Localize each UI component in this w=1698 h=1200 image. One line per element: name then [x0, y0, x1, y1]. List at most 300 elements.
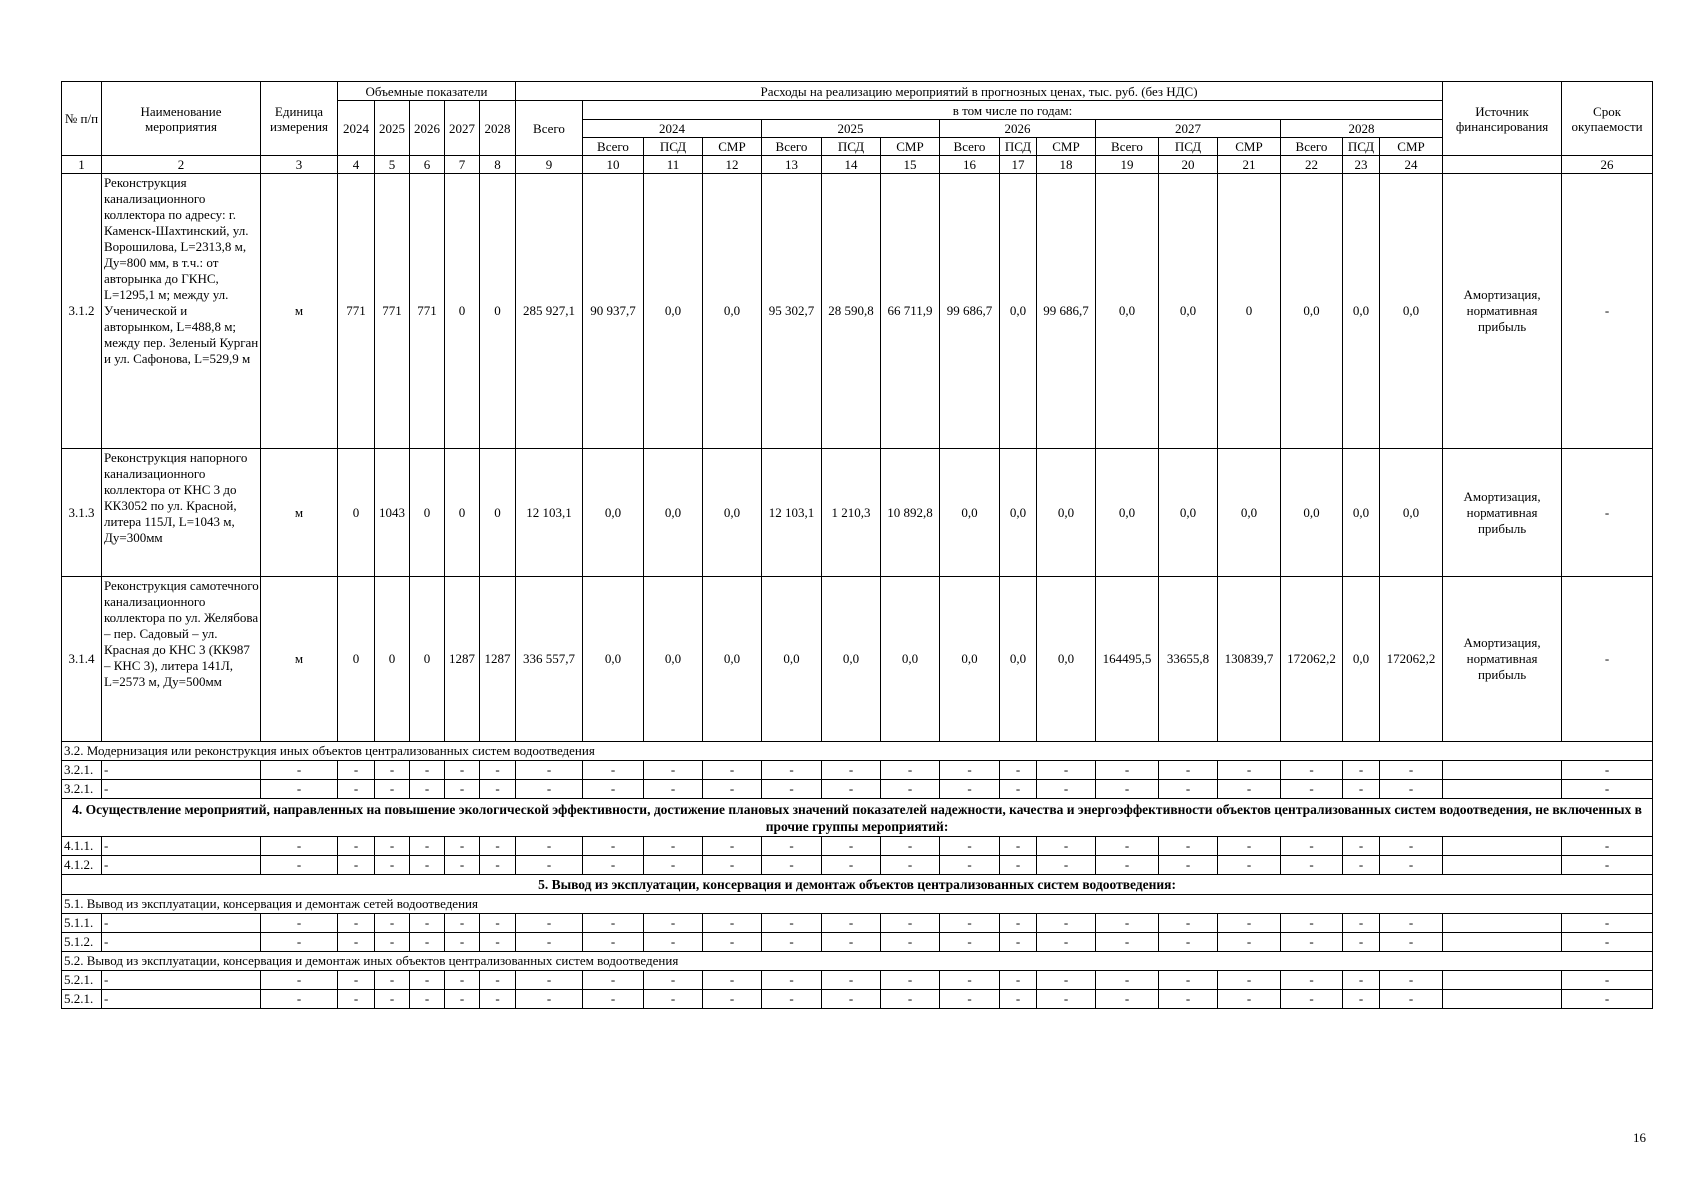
row-volume: 0 — [410, 577, 445, 742]
page-number: 16 — [1633, 1130, 1646, 1145]
dash-row — [62, 761, 1653, 780]
dash-cell: - — [703, 837, 762, 856]
dash-cell: - — [583, 933, 644, 952]
table-body — [62, 82, 1653, 1009]
row-cost: 0,0 — [1380, 449, 1443, 577]
row-cost: 95 302,7 — [762, 174, 822, 449]
row-source: Амортизация, нормативная прибыль — [1443, 577, 1562, 742]
row-cost: 0,0 — [1159, 449, 1218, 577]
row-name: Реконструкция напорного канализационного коллектора от КНС 3 до КК3052 по ул. Красной, литера 115Л, L=1043 м, Ду=300мм — [102, 449, 261, 577]
section-title: 5.1. Вывод из эксплуатации, консервация и демонтаж сетей водоотведения — [62, 895, 1653, 914]
header-sub-col: Всего — [1096, 138, 1159, 156]
row-cost: 0,0 — [1281, 449, 1343, 577]
section-row — [62, 895, 1653, 914]
dash-cell: - — [1218, 990, 1281, 1009]
row-cost: 28 590,8 — [822, 174, 881, 449]
column-number: 14 — [822, 156, 881, 174]
dash-cell: - — [480, 837, 516, 856]
row-number: 3.2.1. — [62, 761, 102, 780]
row-cost: 0,0 — [822, 577, 881, 742]
dash-cell: - — [644, 761, 703, 780]
row-cost: 0,0 — [1281, 174, 1343, 449]
header-volume: Объемные показатели — [338, 82, 516, 101]
dash-cell: - — [703, 914, 762, 933]
dash-cell: - — [644, 856, 703, 875]
dash-cell: - — [822, 837, 881, 856]
row-number: 4.1.1. — [62, 837, 102, 856]
header-sub-col: Всего — [1281, 138, 1343, 156]
dash-cell: - — [1000, 914, 1037, 933]
row-payback: - — [1562, 174, 1653, 449]
dash-cell: - — [480, 856, 516, 875]
dash-cell: - — [516, 933, 583, 952]
dash-cell: - — [410, 837, 445, 856]
dash-cell: - — [261, 914, 338, 933]
dash-cell: - — [480, 990, 516, 1009]
header-source: Источник финансирования — [1443, 82, 1562, 156]
dash-cell: - — [881, 914, 940, 933]
column-number: 10 — [583, 156, 644, 174]
row-name: - — [102, 856, 261, 875]
dash-cell: - — [703, 971, 762, 990]
dash-cell: - — [338, 933, 375, 952]
header-sub-col: СМР — [1037, 138, 1096, 156]
row-cost: 99 686,7 — [940, 174, 1000, 449]
dash-cell: - — [375, 990, 410, 1009]
row-name: - — [102, 837, 261, 856]
section-row — [62, 875, 1653, 895]
column-numbers-row — [62, 156, 1653, 174]
column-number: 23 — [1343, 156, 1380, 174]
dash-cell: - — [1037, 780, 1096, 799]
dash-cell: - — [822, 933, 881, 952]
dash-cell: - — [1343, 990, 1380, 1009]
dash-cell: - — [516, 914, 583, 933]
dash-cell: - — [480, 933, 516, 952]
dash-cell: - — [445, 933, 480, 952]
dash-cell: - — [410, 933, 445, 952]
dash-cell: - — [261, 856, 338, 875]
row-cost: 33655,8 — [1159, 577, 1218, 742]
dash-row — [62, 837, 1653, 856]
dash-cell: - — [940, 856, 1000, 875]
row-cost: 0,0 — [1159, 174, 1218, 449]
row-name: - — [102, 990, 261, 1009]
row-number: 5.2.1. — [62, 971, 102, 990]
dash-cell: - — [410, 914, 445, 933]
dash-cell: - — [375, 837, 410, 856]
dash-cell: - — [822, 971, 881, 990]
dash-cell: - — [1218, 837, 1281, 856]
header-sub-col: СМР — [1380, 138, 1443, 156]
header-sub-col: Всего — [583, 138, 644, 156]
dash-cell: - — [1096, 837, 1159, 856]
dash-cell: - — [762, 837, 822, 856]
dash-cell: - — [1037, 990, 1096, 1009]
row-volume: 0 — [338, 577, 375, 742]
column-number: 21 — [1218, 156, 1281, 174]
dash-row — [62, 990, 1653, 1009]
dash-cell: - — [1000, 837, 1037, 856]
dash-cell: - — [1281, 933, 1343, 952]
dash-cell: - — [410, 990, 445, 1009]
dash-cell: - — [261, 990, 338, 1009]
dash-cell: - — [375, 933, 410, 952]
empty-cell — [1443, 761, 1562, 780]
dash-cell: - — [881, 761, 940, 780]
dash-cell: - — [480, 914, 516, 933]
column-number: 6 — [410, 156, 445, 174]
dash-cell: - — [1037, 933, 1096, 952]
row-cost: 172062,2 — [1281, 577, 1343, 742]
row-cost: 66 711,9 — [881, 174, 940, 449]
row-volume: 1287 — [480, 577, 516, 742]
row-payback: - — [1562, 577, 1653, 742]
dash-cell: - — [338, 837, 375, 856]
dash-cell: - — [881, 971, 940, 990]
row-volume: 0 — [445, 449, 480, 577]
dash-cell: - — [583, 761, 644, 780]
dash-cell: - — [445, 856, 480, 875]
row-volume: 771 — [410, 174, 445, 449]
row-number: 3.1.3 — [62, 449, 102, 577]
row-cost: 0,0 — [583, 449, 644, 577]
empty-cell — [1443, 837, 1562, 856]
dash-cell: - — [1037, 971, 1096, 990]
dash-cell: - — [410, 856, 445, 875]
dash-cell: - — [644, 971, 703, 990]
row-cost: 0,0 — [1096, 174, 1159, 449]
row-cost: 0,0 — [703, 577, 762, 742]
row-name: - — [102, 933, 261, 952]
dash-cell: - — [1037, 856, 1096, 875]
column-number: 22 — [1281, 156, 1343, 174]
dash-cell: - — [261, 933, 338, 952]
dash-cell: - — [1159, 914, 1218, 933]
row-cost: 0,0 — [703, 174, 762, 449]
dash-cell: - — [375, 856, 410, 875]
dash-cell: - — [445, 914, 480, 933]
dash-cell: - — [375, 780, 410, 799]
dash-cell: - — [338, 990, 375, 1009]
dash-cell: - — [261, 971, 338, 990]
dash-cell: - — [644, 990, 703, 1009]
header-unit: Единица измерения — [261, 82, 338, 156]
dash-cell: - — [261, 837, 338, 856]
row-cost: 0,0 — [583, 577, 644, 742]
row-cost: 0,0 — [1343, 174, 1380, 449]
dash-cell: - — [445, 837, 480, 856]
data-row — [62, 449, 1653, 577]
dash-cell: - — [410, 971, 445, 990]
dash-cell: - — [644, 914, 703, 933]
dash-cell: - — [261, 780, 338, 799]
dash-cell: - — [1000, 971, 1037, 990]
column-number: 19 — [1096, 156, 1159, 174]
column-number: 17 — [1000, 156, 1037, 174]
dash-cell: - — [1380, 761, 1443, 780]
header-volume-year: 2025 — [375, 101, 410, 156]
row-cost: 0,0 — [644, 449, 703, 577]
dash-cell: - — [516, 990, 583, 1009]
dash-cell: - — [703, 990, 762, 1009]
dash-cell: - — [1380, 971, 1443, 990]
column-number: 4 — [338, 156, 375, 174]
dash-cell: - — [445, 990, 480, 1009]
column-number: 16 — [940, 156, 1000, 174]
dash-cell: - — [940, 933, 1000, 952]
dash-row — [62, 971, 1653, 990]
dash-cell: - — [940, 914, 1000, 933]
dash-cell: - — [1562, 837, 1653, 856]
dash-cell: - — [1096, 990, 1159, 1009]
dash-cell: - — [881, 780, 940, 799]
dash-cell: - — [1562, 914, 1653, 933]
dash-cell: - — [703, 933, 762, 952]
dash-cell: - — [1000, 761, 1037, 780]
dash-cell: - — [1037, 837, 1096, 856]
dash-cell: - — [1037, 914, 1096, 933]
header-sub-col: ПСД — [822, 138, 881, 156]
column-number: 7 — [445, 156, 480, 174]
row-cost: 0,0 — [1380, 174, 1443, 449]
dash-cell: - — [583, 990, 644, 1009]
column-number: 3 — [261, 156, 338, 174]
dash-cell: - — [1380, 990, 1443, 1009]
dash-cell: - — [644, 780, 703, 799]
dash-cell: - — [1159, 856, 1218, 875]
row-cost: 0,0 — [940, 577, 1000, 742]
dash-cell: - — [1218, 914, 1281, 933]
dash-cell: - — [762, 990, 822, 1009]
dash-cell: - — [1562, 933, 1653, 952]
header-sub-col: ПСД — [1343, 138, 1380, 156]
row-source: Амортизация, нормативная прибыль — [1443, 174, 1562, 449]
row-volume: 1287 — [445, 577, 480, 742]
row-cost: 130839,7 — [1218, 577, 1281, 742]
row-cost: 90 937,7 — [583, 174, 644, 449]
header-sub-col: ПСД — [1000, 138, 1037, 156]
column-number: 18 — [1037, 156, 1096, 174]
dash-cell: - — [1343, 837, 1380, 856]
row-cost: 0,0 — [1037, 449, 1096, 577]
dash-row — [62, 933, 1653, 952]
dash-cell: - — [1000, 856, 1037, 875]
dash-cell: - — [410, 761, 445, 780]
column-number: 24 — [1380, 156, 1443, 174]
dash-cell: - — [1159, 780, 1218, 799]
dash-cell: - — [445, 780, 480, 799]
header-sub-col: СМР — [881, 138, 940, 156]
row-unit: м — [261, 174, 338, 449]
dash-cell: - — [940, 971, 1000, 990]
dash-cell: - — [516, 780, 583, 799]
section-title: 5.2. Вывод из эксплуатации, консервация и демонтаж иных объектов централизованных систем водоотведения — [62, 952, 1653, 971]
header-payback: Срок окупаемости — [1562, 82, 1653, 156]
dash-cell: - — [762, 761, 822, 780]
dash-cell: - — [1218, 971, 1281, 990]
row-name: - — [102, 914, 261, 933]
dash-cell: - — [1562, 856, 1653, 875]
empty-cell — [1443, 933, 1562, 952]
header-total: Всего — [516, 101, 583, 156]
row-number: 4.1.2. — [62, 856, 102, 875]
column-number: 13 — [762, 156, 822, 174]
dash-cell: - — [375, 914, 410, 933]
dash-cell: - — [940, 837, 1000, 856]
dash-cell: - — [1380, 780, 1443, 799]
row-cost: 1 210,3 — [822, 449, 881, 577]
dash-cell: - — [480, 761, 516, 780]
dash-cell: - — [1343, 761, 1380, 780]
row-unit: м — [261, 449, 338, 577]
row-cost: 0,0 — [1343, 449, 1380, 577]
header-sub-col: СМР — [1218, 138, 1281, 156]
row-name: - — [102, 971, 261, 990]
dash-cell: - — [338, 971, 375, 990]
row-cost: 0,0 — [1218, 449, 1281, 577]
row-number: 3.2.1. — [62, 780, 102, 799]
dash-cell: - — [1281, 856, 1343, 875]
row-cost: 0,0 — [1343, 577, 1380, 742]
dash-cell: - — [1159, 761, 1218, 780]
section-title: 4. Осуществление мероприятий, направленных на повышение экологической эффективности, достижение плановых значений показателей надежности, качества и энергоэффективности объектов централизованных систем водоотведения, не включенных в прочие группы мероприятий: — [62, 799, 1653, 837]
dash-cell: - — [1000, 780, 1037, 799]
dash-cell: - — [583, 837, 644, 856]
dash-cell: - — [881, 933, 940, 952]
dash-cell: - — [1096, 761, 1159, 780]
dash-cell: - — [762, 933, 822, 952]
dash-cell: - — [1281, 971, 1343, 990]
row-volume: 1043 — [375, 449, 410, 577]
dash-cell: - — [881, 837, 940, 856]
section-row — [62, 952, 1653, 971]
row-cost: 164495,5 — [1096, 577, 1159, 742]
dash-cell: - — [1096, 914, 1159, 933]
row-total: 285 927,1 — [516, 174, 583, 449]
row-cost: 0,0 — [940, 449, 1000, 577]
row-cost: 0,0 — [1000, 449, 1037, 577]
row-cost: 12 103,1 — [762, 449, 822, 577]
row-cost: 99 686,7 — [1037, 174, 1096, 449]
dash-cell: - — [940, 990, 1000, 1009]
header-num: № п/п — [62, 82, 102, 156]
dash-cell: - — [822, 780, 881, 799]
dash-cell: - — [822, 761, 881, 780]
dash-cell: - — [1281, 780, 1343, 799]
column-number: 20 — [1159, 156, 1218, 174]
empty-cell — [1443, 971, 1562, 990]
dash-cell: - — [410, 780, 445, 799]
column-number: 8 — [480, 156, 516, 174]
dash-cell: - — [1343, 933, 1380, 952]
row-total: 336 557,7 — [516, 577, 583, 742]
dash-row — [62, 856, 1653, 875]
header-expenses: Расходы на реализацию мероприятий в прогнозных ценах, тыс. руб. (без НДС) — [516, 82, 1443, 101]
column-number — [1443, 156, 1562, 174]
dash-cell: - — [1343, 971, 1380, 990]
column-number: 26 — [1562, 156, 1653, 174]
row-number: 5.2.1. — [62, 990, 102, 1009]
header-sub-col: ПСД — [1159, 138, 1218, 156]
row-payback: - — [1562, 449, 1653, 577]
dash-cell: - — [516, 761, 583, 780]
dash-cell: - — [583, 780, 644, 799]
data-row — [62, 577, 1653, 742]
dash-cell: - — [1218, 856, 1281, 875]
row-cost: 0 — [1218, 174, 1281, 449]
dash-cell: - — [480, 780, 516, 799]
dash-cell: - — [1562, 780, 1653, 799]
row-total: 12 103,1 — [516, 449, 583, 577]
dash-cell: - — [583, 914, 644, 933]
dash-cell: - — [1096, 856, 1159, 875]
dash-cell: - — [703, 780, 762, 799]
row-source: Амортизация, нормативная прибыль — [1443, 449, 1562, 577]
header-sub-col: Всего — [940, 138, 1000, 156]
dash-row — [62, 780, 1653, 799]
dash-cell: - — [445, 971, 480, 990]
dash-cell: - — [822, 856, 881, 875]
dash-cell: - — [1281, 990, 1343, 1009]
row-volume: 771 — [375, 174, 410, 449]
dash-cell: - — [1218, 761, 1281, 780]
dash-cell: - — [338, 856, 375, 875]
dash-cell: - — [644, 837, 703, 856]
dash-cell: - — [1096, 933, 1159, 952]
header-sub-col: ПСД — [644, 138, 703, 156]
dash-cell: - — [375, 761, 410, 780]
column-number: 15 — [881, 156, 940, 174]
row-name: - — [102, 761, 261, 780]
dash-cell: - — [940, 761, 1000, 780]
dash-cell: - — [1281, 837, 1343, 856]
row-cost: 0,0 — [644, 174, 703, 449]
dash-row — [62, 914, 1653, 933]
row-volume: 0 — [338, 449, 375, 577]
empty-cell — [1443, 914, 1562, 933]
row-volume: 0 — [480, 449, 516, 577]
dash-cell: - — [338, 780, 375, 799]
empty-cell — [1443, 856, 1562, 875]
dash-cell: - — [261, 761, 338, 780]
row-name: - — [102, 780, 261, 799]
dash-cell: - — [1281, 914, 1343, 933]
dash-cell: - — [881, 856, 940, 875]
dash-cell: - — [338, 914, 375, 933]
header-sub-col: Всего — [762, 138, 822, 156]
header-expense-year: 2024 — [583, 120, 762, 138]
row-number: 5.1.1. — [62, 914, 102, 933]
column-number: 11 — [644, 156, 703, 174]
row-volume: 0 — [445, 174, 480, 449]
dash-cell: - — [583, 971, 644, 990]
header-expense-year: 2027 — [1096, 120, 1281, 138]
dash-cell: - — [1037, 761, 1096, 780]
dash-cell: - — [822, 990, 881, 1009]
dash-cell: - — [338, 761, 375, 780]
dash-cell: - — [1159, 971, 1218, 990]
dash-cell: - — [762, 856, 822, 875]
dash-cell: - — [822, 914, 881, 933]
dash-cell: - — [583, 856, 644, 875]
dash-cell: - — [480, 971, 516, 990]
dash-cell: - — [1096, 780, 1159, 799]
dash-cell: - — [375, 971, 410, 990]
header-expense-year: 2025 — [762, 120, 940, 138]
dash-cell: - — [1343, 914, 1380, 933]
dash-cell: - — [516, 837, 583, 856]
